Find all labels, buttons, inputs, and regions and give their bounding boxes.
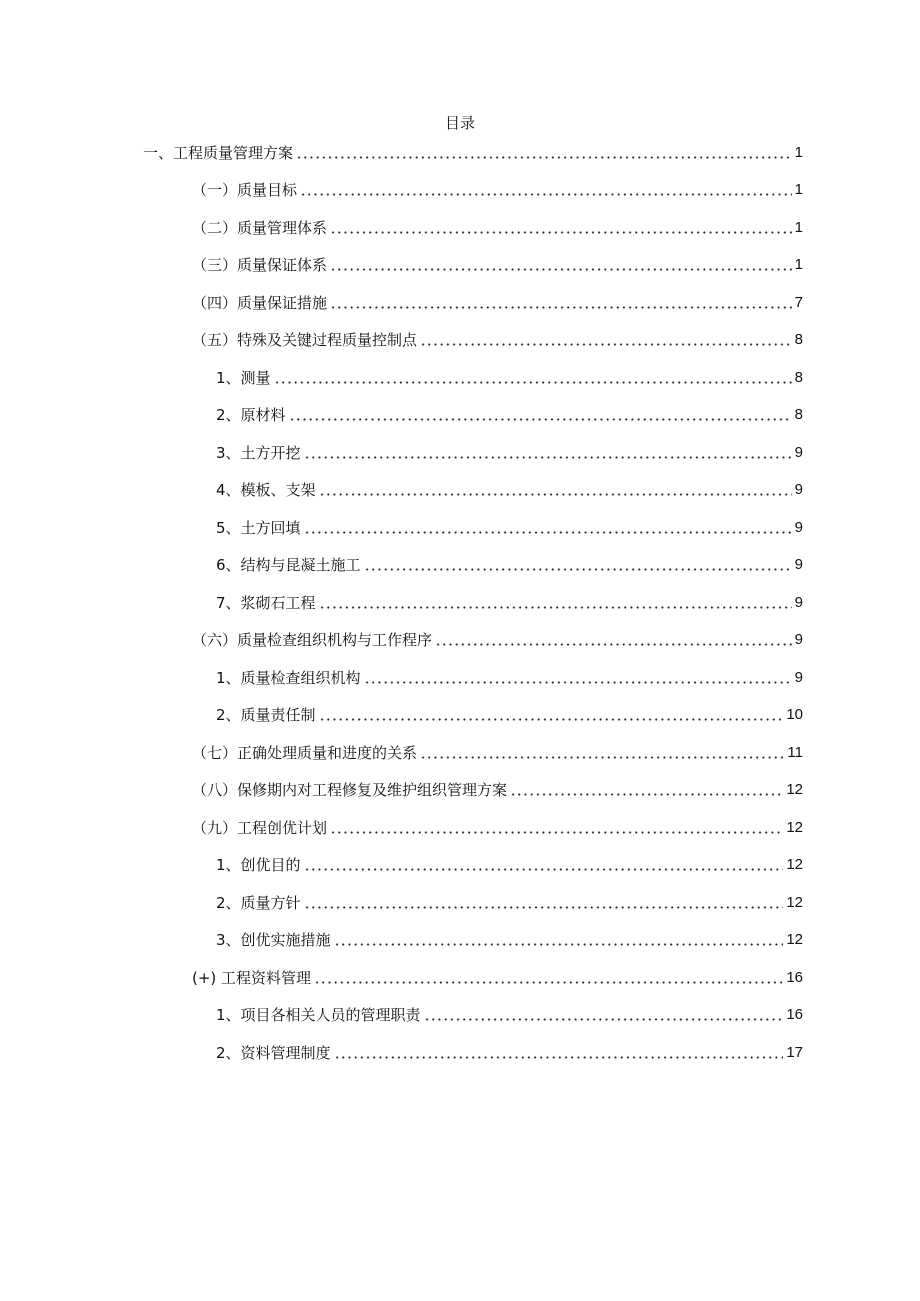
toc-entry-page: 8 — [794, 331, 803, 348]
dot-leader — [364, 568, 792, 571]
toc-entry[interactable] — [216, 438, 803, 464]
dot-leader — [300, 193, 792, 196]
toc-entry-label: （三）质量保证体系 — [192, 256, 328, 274]
toc-entry-label: （六）质量检查组织机构与工作程序 — [192, 631, 433, 649]
toc-entry-page: 9 — [794, 669, 803, 686]
toc-title: 目录 — [444, 114, 475, 132]
toc-entry-label: 2、资料管理制度 — [216, 1044, 331, 1062]
toc-entry-page: 11 — [787, 744, 803, 761]
dot-leader — [510, 793, 783, 796]
dot-leader — [304, 456, 792, 459]
toc-entry-page: 1 — [794, 144, 803, 161]
dot-leader — [330, 306, 792, 309]
toc-entry-page: 16 — [786, 1006, 803, 1023]
toc-entry-label: （四）质量保证措施 — [192, 294, 328, 312]
toc-entry-label: 3、土方开挖 — [216, 444, 301, 462]
dot-leader — [319, 718, 784, 721]
dot-leader — [319, 606, 792, 609]
toc-entry[interactable] — [216, 888, 803, 914]
toc-entry-label: 4、模板、支架 — [216, 481, 316, 499]
toc-entry[interactable] — [192, 775, 803, 801]
toc-entry-page: 9 — [794, 631, 803, 648]
toc-entry-label: （一）质量目标 — [192, 181, 298, 199]
toc-entry-label: 1、质量检查组织机构 — [216, 669, 361, 687]
toc-entry-label: (+) 工程资料管理 — [192, 969, 312, 987]
toc-entry-label: 1、项目各相关人员的管理职责 — [216, 1006, 421, 1024]
toc-entry-page: 8 — [794, 406, 803, 423]
toc-entry-page: 9 — [794, 481, 803, 498]
toc-entry-label: 2、质量方针 — [216, 894, 301, 912]
toc-entry-label: 6、结构与昆凝土施工 — [216, 556, 361, 574]
dot-leader — [296, 156, 792, 159]
toc-entry-page: 12 — [786, 819, 803, 836]
toc-entry[interactable] — [216, 925, 803, 951]
toc-entry-page: 9 — [794, 594, 803, 611]
toc-entry-label: （五）特殊及关键过程质量控制点 — [192, 331, 418, 349]
toc-entry-page: 12 — [786, 781, 803, 798]
dot-leader — [304, 531, 792, 534]
dot-leader — [424, 1018, 784, 1021]
toc-entry[interactable] — [216, 550, 803, 576]
toc-entry-label: （七）正确处理质量和进度的关系 — [192, 744, 418, 762]
toc-entry-label: 5、土方回填 — [216, 519, 301, 537]
dot-leader — [274, 381, 792, 384]
toc-entry-label: 2、质量责任制 — [216, 706, 316, 724]
toc-entry-page: 12 — [786, 856, 803, 873]
toc-entry[interactable] — [216, 363, 803, 389]
toc-entry-page: 17 — [786, 1044, 803, 1061]
dot-leader — [334, 943, 784, 946]
dot-leader — [330, 831, 783, 834]
toc-entry[interactable] — [192, 288, 803, 314]
toc-entry-page: 1 — [794, 219, 803, 236]
dot-leader — [330, 268, 792, 271]
toc-entry-label: 2、原材料 — [216, 406, 286, 424]
toc-entry[interactable] — [192, 625, 803, 651]
dot-leader — [314, 981, 783, 984]
toc-entry-label: 1、创优目的 — [216, 856, 301, 874]
toc-entry[interactable] — [192, 813, 803, 839]
toc-entry[interactable] — [216, 588, 803, 614]
toc-entry[interactable] — [216, 1038, 803, 1064]
toc-entry[interactable] — [216, 850, 803, 876]
toc-entry[interactable] — [216, 400, 803, 426]
toc-entry-label: 1、测量 — [216, 369, 271, 387]
toc-entry[interactable] — [192, 325, 803, 351]
dot-leader — [420, 343, 792, 346]
toc-entry[interactable] — [143, 138, 803, 164]
toc-entry-page: 12 — [786, 931, 803, 948]
toc-entry-page: 12 — [786, 894, 803, 911]
dot-leader — [435, 643, 792, 646]
toc-entry-page: 9 — [794, 444, 803, 461]
toc-entry[interactable] — [192, 250, 803, 276]
toc-entry-page: 16 — [786, 969, 803, 986]
toc-entry[interactable] — [192, 963, 803, 989]
dot-leader — [289, 418, 792, 421]
dot-leader — [319, 493, 792, 496]
toc-entry-page: 1 — [794, 256, 803, 273]
toc-entry[interactable] — [216, 700, 803, 726]
toc-entry-page: 8 — [794, 369, 803, 386]
toc-entry[interactable] — [192, 175, 803, 201]
dot-leader — [330, 231, 792, 234]
toc-entry[interactable] — [192, 738, 803, 764]
toc-entry-label: （八）保修期内对工程修复及维护组织管理方案 — [192, 781, 508, 799]
toc-entry-page: 9 — [794, 519, 803, 536]
toc-entry-label: （九）工程创优计划 — [192, 819, 328, 837]
dot-leader — [334, 1056, 784, 1059]
toc-entry[interactable] — [216, 663, 803, 689]
toc-entry-page: 1 — [794, 181, 803, 198]
toc-entry[interactable] — [192, 213, 803, 239]
dot-leader — [304, 906, 784, 909]
toc-entry-page: 9 — [794, 556, 803, 573]
toc-entry-label: 一、工程质量管理方案 — [143, 144, 294, 162]
toc-entry[interactable] — [216, 475, 803, 501]
dot-leader — [304, 868, 784, 871]
toc-entry-page: 10 — [786, 706, 803, 723]
toc-entry[interactable] — [216, 513, 803, 539]
toc-entry-label: 7、浆砌石工程 — [216, 594, 316, 612]
toc-entry-label: （二）质量管理体系 — [192, 219, 328, 237]
toc-entry-label: 3、创优实施措施 — [216, 931, 331, 949]
toc-entry[interactable] — [216, 1000, 803, 1026]
dot-leader — [364, 681, 792, 684]
dot-leader — [420, 756, 784, 759]
toc-entry-page: 7 — [794, 294, 803, 311]
